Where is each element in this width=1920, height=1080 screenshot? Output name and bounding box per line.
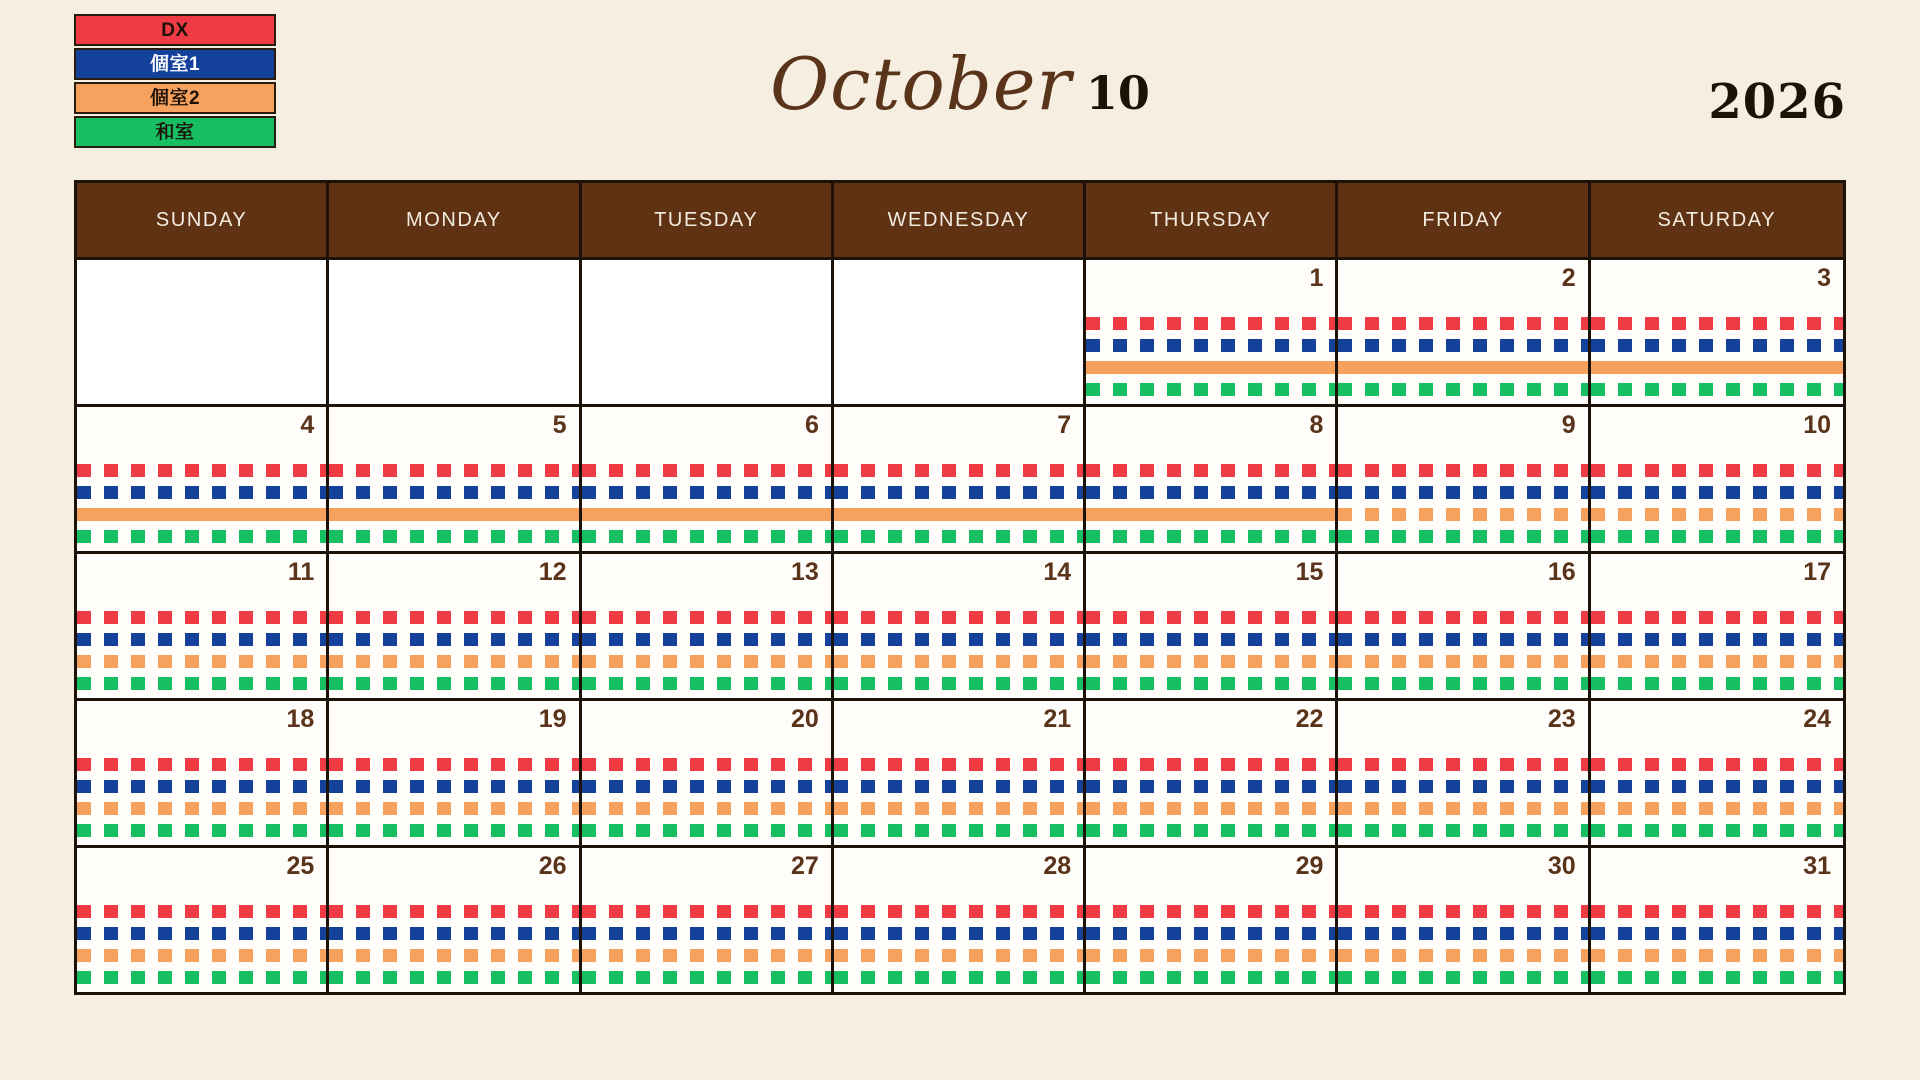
availability-bars — [1338, 905, 1587, 984]
day-number: 21 — [1043, 705, 1072, 733]
day-number: 28 — [1043, 852, 1072, 880]
calendar-day-cell[interactable] — [834, 407, 1086, 551]
day-number: 16 — [1547, 558, 1576, 586]
availability-bar-washitsu — [1338, 530, 1587, 543]
calendar-day-cell[interactable] — [1591, 554, 1843, 698]
availability-bar-koshitsu2 — [1338, 802, 1587, 815]
availability-bar-dx — [1338, 905, 1587, 918]
availability-bar-washitsu — [834, 677, 1083, 690]
availability-bars — [1591, 317, 1843, 396]
availability-bar-dx — [1086, 611, 1335, 624]
availability-bar-dx — [1591, 464, 1843, 477]
availability-bar-koshitsu2 — [77, 949, 326, 962]
day-number: 15 — [1295, 558, 1324, 586]
availability-bars — [834, 611, 1083, 690]
availability-bar-washitsu — [329, 530, 578, 543]
availability-bar-koshitsu1 — [1591, 927, 1843, 940]
calendar-day-cell[interactable] — [1086, 407, 1338, 551]
availability-bar-koshitsu2 — [1086, 508, 1335, 521]
availability-bars — [1591, 758, 1843, 837]
legend-label-dx: DX — [161, 19, 189, 41]
availability-bars — [329, 905, 578, 984]
availability-bars — [329, 758, 578, 837]
availability-bar-dx — [1591, 905, 1843, 918]
day-number: 22 — [1295, 705, 1324, 733]
availability-bar-koshitsu1 — [1086, 780, 1335, 793]
day-number: 2 — [1561, 264, 1576, 292]
availability-bars — [834, 464, 1083, 543]
availability-bar-koshitsu2 — [1591, 508, 1843, 521]
weekday-friday: FRIDAY — [1338, 183, 1590, 257]
availability-bar-koshitsu2 — [329, 802, 578, 815]
calendar-day-cell[interactable] — [1086, 701, 1338, 845]
availability-bar-washitsu — [77, 677, 326, 690]
calendar-day-cell[interactable] — [329, 848, 581, 992]
availability-bar-washitsu — [1086, 971, 1335, 984]
calendar-day-cell[interactable] — [329, 701, 581, 845]
availability-bar-koshitsu1 — [77, 486, 326, 499]
availability-bar-koshitsu2 — [582, 949, 831, 962]
availability-bar-koshitsu1 — [329, 633, 578, 646]
day-number: 5 — [552, 411, 567, 439]
availability-bar-washitsu — [834, 824, 1083, 837]
availability-bar-koshitsu1 — [329, 486, 578, 499]
month-name: October — [770, 42, 1072, 126]
availability-bar-koshitsu1 — [1338, 927, 1587, 940]
availability-bar-koshitsu2 — [1086, 361, 1335, 374]
availability-bars — [1086, 758, 1335, 837]
availability-bars — [1338, 317, 1587, 396]
calendar-day-cell-empty — [329, 260, 581, 404]
availability-bar-washitsu — [582, 971, 831, 984]
day-number: 18 — [286, 705, 315, 733]
availability-bar-koshitsu2 — [834, 949, 1083, 962]
availability-bars — [77, 758, 326, 837]
day-number: 17 — [1803, 558, 1831, 586]
availability-bar-koshitsu1 — [834, 633, 1083, 646]
availability-bar-washitsu — [1591, 530, 1843, 543]
calendar-day-cell[interactable] — [1591, 848, 1843, 992]
weekday-thursday: THURSDAY — [1086, 183, 1338, 257]
availability-bar-dx — [1591, 317, 1843, 330]
availability-bar-washitsu — [1086, 824, 1335, 837]
calendar-day-cell[interactable] — [1591, 260, 1843, 404]
calendar-day-cell[interactable] — [1086, 260, 1338, 404]
calendar-day-cell[interactable] — [1338, 701, 1590, 845]
weekday-tuesday: TUESDAY — [582, 183, 834, 257]
availability-bar-washitsu — [582, 530, 831, 543]
legend-item-washitsu — [74, 116, 276, 148]
availability-bars — [77, 905, 326, 984]
availability-bar-koshitsu1 — [1338, 339, 1587, 352]
availability-bar-koshitsu1 — [834, 780, 1083, 793]
availability-bar-koshitsu2 — [1086, 949, 1335, 962]
availability-bar-dx — [834, 905, 1083, 918]
availability-bars — [1338, 464, 1587, 543]
availability-bar-dx — [77, 905, 326, 918]
availability-bar-dx — [1338, 758, 1587, 771]
availability-bar-washitsu — [1591, 971, 1843, 984]
availability-bar-koshitsu2 — [582, 655, 831, 668]
calendar-day-cell[interactable] — [1338, 554, 1590, 698]
availability-bar-dx — [77, 464, 326, 477]
availability-bar-koshitsu1 — [834, 927, 1083, 940]
availability-bar-koshitsu1 — [1591, 780, 1843, 793]
availability-bar-koshitsu1 — [582, 780, 831, 793]
availability-bars — [582, 611, 831, 690]
weekday-wednesday: WEDNESDAY — [834, 183, 1086, 257]
availability-bar-washitsu — [834, 971, 1083, 984]
availability-bar-washitsu — [1086, 530, 1335, 543]
calendar-day-cell[interactable] — [1086, 554, 1338, 698]
calendar-title — [0, 42, 1920, 126]
day-number: 19 — [538, 705, 567, 733]
availability-bar-koshitsu2 — [1591, 802, 1843, 815]
availability-bar-koshitsu2 — [834, 655, 1083, 668]
availability-bar-koshitsu2 — [1338, 655, 1587, 668]
day-number: 25 — [286, 852, 315, 880]
availability-bar-dx — [1338, 317, 1587, 330]
availability-bars — [582, 758, 831, 837]
availability-bars — [1086, 317, 1335, 396]
calendar-day-cell[interactable] — [582, 848, 834, 992]
availability-bar-washitsu — [1591, 383, 1843, 396]
calendar-day-cell[interactable] — [77, 848, 329, 992]
legend-label-koshitsu1: 個室1 — [149, 53, 201, 75]
availability-bars — [1591, 611, 1843, 690]
availability-bar-washitsu — [1591, 677, 1843, 690]
day-number: 24 — [1803, 705, 1831, 733]
availability-bar-koshitsu1 — [1591, 486, 1843, 499]
calendar-grid — [74, 180, 1846, 995]
calendar-day-cell[interactable] — [77, 701, 329, 845]
availability-bar-dx — [77, 758, 326, 771]
availability-bar-koshitsu1 — [1591, 633, 1843, 646]
calendar-day-cell-empty — [834, 260, 1086, 404]
availability-bar-washitsu — [1338, 971, 1587, 984]
availability-bar-dx — [1086, 758, 1335, 771]
availability-bar-dx — [329, 905, 578, 918]
calendar-day-cell-empty — [77, 260, 329, 404]
availability-bar-washitsu — [834, 530, 1083, 543]
day-number: 13 — [791, 558, 819, 586]
availability-bar-koshitsu2 — [582, 802, 831, 815]
availability-bar-koshitsu1 — [1591, 339, 1843, 352]
day-number: 8 — [1309, 411, 1324, 439]
year-label: 2026 — [1708, 74, 1846, 130]
day-number: 14 — [1043, 558, 1072, 586]
availability-bar-washitsu — [329, 677, 578, 690]
availability-bar-dx — [582, 464, 831, 477]
availability-bar-koshitsu2 — [834, 802, 1083, 815]
calendar-day-cell[interactable] — [1591, 407, 1843, 551]
availability-bars — [329, 464, 578, 543]
availability-bar-koshitsu1 — [582, 927, 831, 940]
availability-bar-washitsu — [1086, 677, 1335, 690]
availability-bars — [1338, 611, 1587, 690]
availability-bar-dx — [834, 758, 1083, 771]
availability-bars — [834, 905, 1083, 984]
availability-bar-dx — [1591, 611, 1843, 624]
calendar-day-cell[interactable] — [834, 701, 1086, 845]
availability-bar-washitsu — [329, 824, 578, 837]
calendar-day-cell[interactable] — [329, 554, 581, 698]
availability-bar-dx — [1338, 464, 1587, 477]
availability-bars — [1086, 611, 1335, 690]
day-number: 3 — [1817, 264, 1831, 292]
availability-bar-koshitsu2 — [77, 655, 326, 668]
availability-bar-dx — [1338, 611, 1587, 624]
day-number: 26 — [538, 852, 567, 880]
calendar-day-cell[interactable] — [582, 407, 834, 551]
availability-bars — [77, 464, 326, 543]
calendar-week-row — [77, 845, 1843, 992]
availability-bar-koshitsu1 — [1338, 633, 1587, 646]
availability-bar-koshitsu2 — [329, 655, 578, 668]
availability-bars — [582, 464, 831, 543]
availability-bar-koshitsu1 — [1086, 339, 1335, 352]
availability-bars — [582, 905, 831, 984]
availability-bar-washitsu — [582, 824, 831, 837]
availability-bar-koshitsu1 — [582, 633, 831, 646]
calendar-day-cell[interactable] — [329, 407, 581, 551]
availability-bar-koshitsu1 — [1086, 633, 1335, 646]
availability-bar-koshitsu1 — [582, 486, 831, 499]
availability-bars — [1086, 464, 1335, 543]
availability-bar-dx — [582, 905, 831, 918]
legend-label-koshitsu2: 個室2 — [149, 87, 201, 109]
availability-bar-koshitsu1 — [1086, 927, 1335, 940]
day-number: 11 — [287, 558, 315, 586]
day-number: 20 — [791, 705, 819, 733]
availability-bar-dx — [834, 464, 1083, 477]
availability-bars — [1591, 905, 1843, 984]
availability-bar-koshitsu2 — [1086, 655, 1335, 668]
availability-bar-koshitsu2 — [1591, 655, 1843, 668]
day-number: 6 — [804, 411, 819, 439]
calendar-day-cell[interactable] — [834, 848, 1086, 992]
availability-bar-washitsu — [77, 824, 326, 837]
availability-bar-koshitsu1 — [77, 927, 326, 940]
availability-bar-koshitsu2 — [329, 508, 578, 521]
calendar-week-row — [77, 551, 1843, 698]
availability-bar-dx — [1591, 758, 1843, 771]
day-number: 12 — [538, 558, 567, 586]
calendar-day-cell-empty — [582, 260, 834, 404]
day-number: 1 — [1309, 264, 1324, 292]
availability-bars — [1591, 464, 1843, 543]
availability-bar-koshitsu2 — [1338, 949, 1587, 962]
availability-bar-koshitsu2 — [834, 508, 1083, 521]
availability-bar-washitsu — [1338, 824, 1587, 837]
availability-bar-dx — [582, 758, 831, 771]
availability-bar-koshitsu1 — [77, 780, 326, 793]
calendar-day-cell[interactable] — [1338, 260, 1590, 404]
availability-bar-dx — [77, 611, 326, 624]
availability-bar-washitsu — [582, 677, 831, 690]
availability-bar-washitsu — [1591, 824, 1843, 837]
weekday-sunday: SUNDAY — [77, 183, 329, 257]
availability-bar-dx — [1086, 905, 1335, 918]
calendar-day-cell[interactable] — [1338, 407, 1590, 551]
availability-bar-koshitsu1 — [834, 486, 1083, 499]
availability-bar-washitsu — [77, 530, 326, 543]
availability-bar-koshitsu2 — [582, 508, 831, 521]
availability-bar-washitsu — [1338, 383, 1587, 396]
availability-bar-dx — [1086, 317, 1335, 330]
availability-bar-dx — [1086, 464, 1335, 477]
availability-bar-washitsu — [1086, 383, 1335, 396]
day-number: 31 — [1803, 852, 1831, 880]
availability-bar-koshitsu1 — [1338, 486, 1587, 499]
day-number: 10 — [1803, 411, 1831, 439]
availability-bar-koshitsu2 — [77, 508, 326, 521]
calendar-week-row — [77, 257, 1843, 404]
availability-bar-dx — [329, 611, 578, 624]
availability-bars — [1086, 905, 1335, 984]
calendar-week-row — [77, 404, 1843, 551]
day-number: 27 — [791, 852, 819, 880]
calendar-weeks — [77, 257, 1843, 992]
calendar-day-cell[interactable] — [1591, 701, 1843, 845]
availability-bar-koshitsu2 — [1338, 361, 1587, 374]
availability-bar-washitsu — [329, 971, 578, 984]
availability-bar-washitsu — [77, 971, 326, 984]
day-number: 7 — [1057, 411, 1072, 439]
availability-bars — [1338, 758, 1587, 837]
calendar-day-cell[interactable] — [77, 407, 329, 551]
availability-bar-koshitsu2 — [1086, 802, 1335, 815]
availability-bars — [329, 611, 578, 690]
availability-bar-koshitsu1 — [329, 927, 578, 940]
weekday-monday: MONDAY — [329, 183, 581, 257]
day-number: 9 — [1561, 411, 1576, 439]
availability-bar-koshitsu2 — [1591, 949, 1843, 962]
month-number: 10 — [1085, 66, 1150, 120]
availability-bar-dx — [329, 758, 578, 771]
day-number: 4 — [300, 411, 315, 439]
calendar-day-cell[interactable] — [834, 554, 1086, 698]
availability-bar-koshitsu1 — [77, 633, 326, 646]
day-number: 23 — [1547, 705, 1576, 733]
calendar-week-row — [77, 698, 1843, 845]
calendar-day-cell[interactable] — [582, 554, 834, 698]
calendar-day-cell[interactable] — [582, 701, 834, 845]
day-number: 29 — [1295, 852, 1324, 880]
weekday-saturday: SATURDAY — [1657, 208, 1777, 231]
availability-bar-koshitsu2 — [1591, 361, 1843, 374]
calendar-day-cell[interactable] — [77, 554, 329, 698]
availability-bar-koshitsu1 — [329, 780, 578, 793]
availability-bar-washitsu — [1338, 677, 1587, 690]
availability-bars — [834, 758, 1083, 837]
legend-item-dx — [74, 14, 276, 46]
availability-bar-dx — [582, 611, 831, 624]
calendar-day-cell[interactable] — [1086, 848, 1338, 992]
day-number: 30 — [1547, 852, 1576, 880]
availability-bar-koshitsu2 — [1338, 508, 1587, 521]
availability-bar-dx — [329, 464, 578, 477]
availability-bars — [77, 611, 326, 690]
availability-bar-koshitsu2 — [77, 802, 326, 815]
availability-bar-koshitsu1 — [1086, 486, 1335, 499]
weekday-header-row — [77, 183, 1843, 257]
legend-label-washitsu: 和室 — [155, 121, 195, 143]
availability-bar-koshitsu2 — [329, 949, 578, 962]
availability-bar-koshitsu1 — [1338, 780, 1587, 793]
calendar-day-cell[interactable] — [1338, 848, 1590, 992]
availability-bar-dx — [834, 611, 1083, 624]
